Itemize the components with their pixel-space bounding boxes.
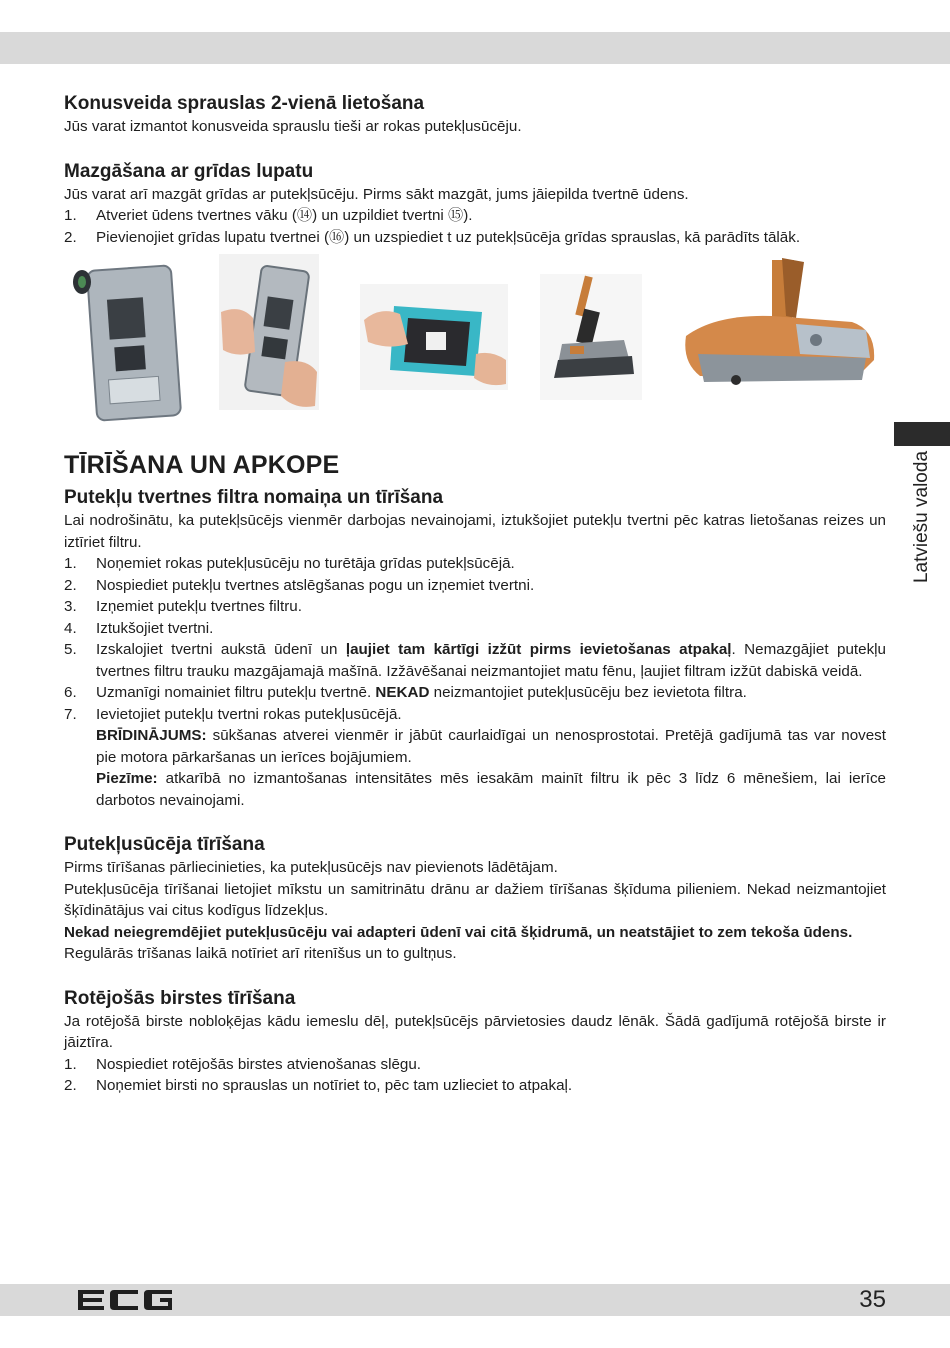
- filter-note: Piezīme: atkarībā no izmantošanas intensitātes mēs iesakām mainīt filtru ik pēc 3 līdz 6 mēnešiem, lai ierīce darbotos nevainojami.: [96, 770, 886, 809]
- brush-intro: Ja rotējošā birste nobloķējas kādu iemeslu dēļ, putekļsūcējs pārvietosies daudz lēnāk. Šādā gadījumā rotējošā birste ir jāiztīra.: [64, 1012, 886, 1051]
- section-title-brush: Rotējošās birstes tīrīšana: [64, 987, 296, 1009]
- page-content: [64, 92, 886, 1097]
- list-item: 6. Uzmanīgi nomainiet filtru putekļu tvertnē. NEKAD neizmantojiet putekļusūcēju bez ievietota filtra.: [64, 684, 747, 701]
- language-tab-marker: [894, 422, 950, 446]
- hands-holding-tank-image: [219, 254, 319, 410]
- mopping-steps: [64, 205, 886, 248]
- section-title-filter: Putekļu tvertnes filtra nomaiņa un tīrīšana: [64, 487, 444, 508]
- water-tank-image: [68, 260, 186, 424]
- ecg-logo: [76, 1288, 174, 1312]
- header-band: [0, 32, 950, 64]
- list-item: 4. Iztukšojiet tvertni.: [64, 619, 214, 637]
- warning-note: BRĪDINĀJUMS: sūkšanas atverei vienmēr ir jābūt caurlaidīgai un nenosprostotai. Pretējā gadījumā tas var novest pie motora pārkaršanas un ierīces bojājumiem.: [96, 727, 886, 766]
- list-item: 1. Noņemiet rokas putekļusūcēju no turētāja grīdas putekļsūcējā.: [64, 555, 515, 572]
- list-item: 2. Noņemiet birsti no sprauslas un notīriet to, pēc tam uzlieciet to atpakaļ.: [64, 1077, 573, 1094]
- mopping-text: Jūs varat arī mazgāt grīdas ar putekļsūcēju. Pirms sākt mazgāt, jums jāiepilda tvertnē ūdens.: [64, 185, 689, 203]
- cleaning-p4: Regulārās trīšanas laikā notīriet arī ritenīšus un to gultņus.: [64, 945, 457, 962]
- list-item: 5. Izskalojiet tvertni aukstā ūdenī un ļaujiet tam kārtīgi izžūt pirms ievietošanas atpakaļ. Nemazgājiet putekļu tvertnes filtru trauku mazgājamajā mašīnā. Izžāvēšanai neizmantojiet matu fēnu, ļaujiet filtram izžūt dabiskā veidā.: [64, 641, 886, 680]
- section-title-mopping: Mazgāšana ar grīdas lupatu: [64, 160, 314, 182]
- floor-nozzle-image: [676, 258, 880, 402]
- list-item: 1. Atveriet ūdens tvertnes vāku (⑭) un uzpildiet tvertni ⑮).: [64, 207, 473, 224]
- list-item: 1. Nospiediet rotējošās birstes atvienošanas slēgu.: [64, 1055, 422, 1073]
- language-label: Latviešu valoda: [911, 450, 932, 584]
- section-title-cleaning: Putekļusūcēja tīrīšana: [64, 834, 265, 855]
- attach-mop-cloth-image: [360, 284, 508, 390]
- filter-steps: [64, 553, 886, 725]
- cleaning-p1: Pirms tīrīšanas pārliecinieties, ka putekļusūcējs nav pievienots lādētājam.: [64, 859, 558, 876]
- list-item: 2. Nospiediet putekļu tvertnes atslēgšanas pogu un izņemiet tvertni.: [64, 576, 535, 594]
- cleaning-warning: Nekad neiegremdējiet putekļusūcēju vai adapteri ūdenī vai citā šķidrumā, un neatstājiet to zem tekoša ūdens.: [64, 923, 853, 941]
- list-item: 2. Pievienojiet grīdas lupatu tvertnei (⑯) un uzspiediet t uz putekļsūcēja grīdas sprauslas, kā parādīts tālāk.: [64, 228, 801, 246]
- cone-nozzle-text: Jūs varat izmantot konusveida sprauslu tieši ar rokas putekļusūcēju.: [64, 118, 522, 135]
- cleaning-p2: Putekļusūcēja tīrīšanai lietojiet mīkstu un samitrinātu drānu ar dažiem tīrīšanas šķīduma pilieniem. Nekad neizmantojiet šķīdinātājus vai citus kodīgus līdzekļus.: [64, 880, 886, 919]
- list-item: 7. Ievietojiet putekļu tvertni rokas putekļusūcējā.: [64, 705, 402, 723]
- vacuum-mop-head-image: [540, 274, 642, 400]
- filter-intro: Lai nodrošinātu, ka putekļsūcējs vienmēr darbojas nevainojami, iztukšojiet putekļu tvertni pēc katras lietošanas reizes un iztīriet filtru.: [64, 512, 886, 551]
- chapter-title: TĪRĪŠANA UN APKOPE: [64, 451, 340, 479]
- section-title-cone-nozzle: Konusveida sprauslas 2-vienā lietošana: [64, 93, 425, 114]
- list-item: 3. Izņemiet putekļu tvertnes filtru.: [64, 598, 302, 615]
- page-number: 35: [859, 1286, 886, 1313]
- mop-instruction-images: [64, 260, 886, 432]
- brush-steps: [64, 1054, 886, 1097]
